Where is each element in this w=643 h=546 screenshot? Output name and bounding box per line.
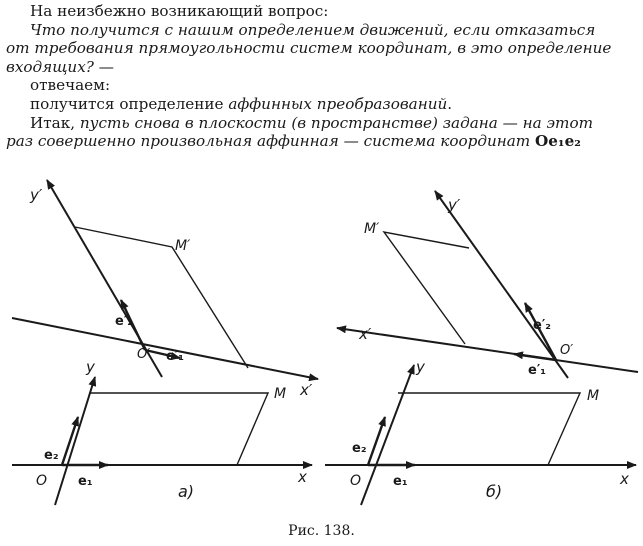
text-line-3: [6, 39, 638, 58]
label-m-prime-a: M′: [175, 238, 191, 254]
e2-vector-b: [368, 417, 385, 465]
text-line-2: [6, 21, 638, 40]
panel-label-b: б): [486, 482, 503, 501]
text-line-4: [6, 58, 638, 77]
label-m-prime-b: M′: [364, 221, 380, 237]
label-e2-b: e₂: [352, 441, 367, 456]
panel-b: [325, 191, 638, 505]
label-x-b: x: [620, 470, 629, 488]
label-e1-prime-a: e′₁: [166, 349, 184, 364]
x-prime-axis-b: [337, 328, 638, 372]
label-y-prime-a: y′: [30, 186, 43, 204]
system-text: раз совершенно произвольная аффинная — система координат: [6, 132, 536, 151]
label-o-b: O: [350, 473, 362, 489]
label-x-a: x: [298, 468, 307, 486]
question-text: Что получится с нашим определением движений, если отказаться: [30, 20, 596, 39]
label-e1-b: e₁: [393, 474, 408, 489]
label-x-prime-a: x′: [300, 381, 313, 399]
panel-label-a: а): [178, 482, 195, 501]
parallelogram-b: [398, 393, 580, 465]
label-e1-prime-b: e′₁: [528, 363, 546, 378]
parallelogram-a: [89, 393, 268, 465]
text-line-6: [6, 95, 638, 114]
label-y-b: y: [416, 358, 425, 376]
label-e2-prime-a: e′₂: [115, 314, 133, 329]
label-m-a: M: [274, 386, 287, 402]
given-text: пусть снова в плоскости (в пространстве) задана — на этот: [79, 113, 594, 132]
label-o-prime-b: O′: [560, 343, 574, 358]
label-o-a: O: [36, 473, 48, 489]
text-line-1: На неизбежно возникающий вопрос:: [30, 2, 329, 20]
figure-138: [0, 170, 643, 520]
question-text-end: входящих? —: [6, 57, 114, 76]
label-e2-a: e₂: [44, 448, 59, 463]
label-e2-prime-b: e′₂: [533, 318, 551, 333]
text-line-5: отвечаем:: [30, 76, 111, 95]
system-symbol: Oe₁e₂: [535, 132, 581, 151]
answer-text: получится определение: [30, 94, 229, 113]
label-m-b: M: [587, 388, 600, 404]
label-y-prime-b: y′: [448, 196, 461, 214]
affine-term: аффинных преобразований: [228, 94, 448, 113]
y-prime-axis-b: [435, 191, 568, 378]
label-e1-a: e₁: [78, 474, 93, 489]
text-line-7: [6, 114, 638, 133]
body-text: [6, 2, 638, 151]
e1-prime-vector-b: [514, 354, 556, 360]
parallelogram-prime-b: [384, 232, 469, 344]
period: .: [447, 94, 453, 113]
figure-caption: Рис. 138.: [288, 523, 355, 539]
label-y-a: y: [86, 358, 95, 376]
x-prime-axis-a: [12, 318, 318, 379]
label-o-prime-a: O′: [137, 347, 151, 362]
question-text-cont: от требования прямоугольности систем координат, в это определение: [6, 39, 612, 58]
itak-text: Итак,: [30, 113, 80, 132]
text-line-8: [6, 132, 638, 151]
label-x-prime-b: x′: [359, 325, 372, 343]
